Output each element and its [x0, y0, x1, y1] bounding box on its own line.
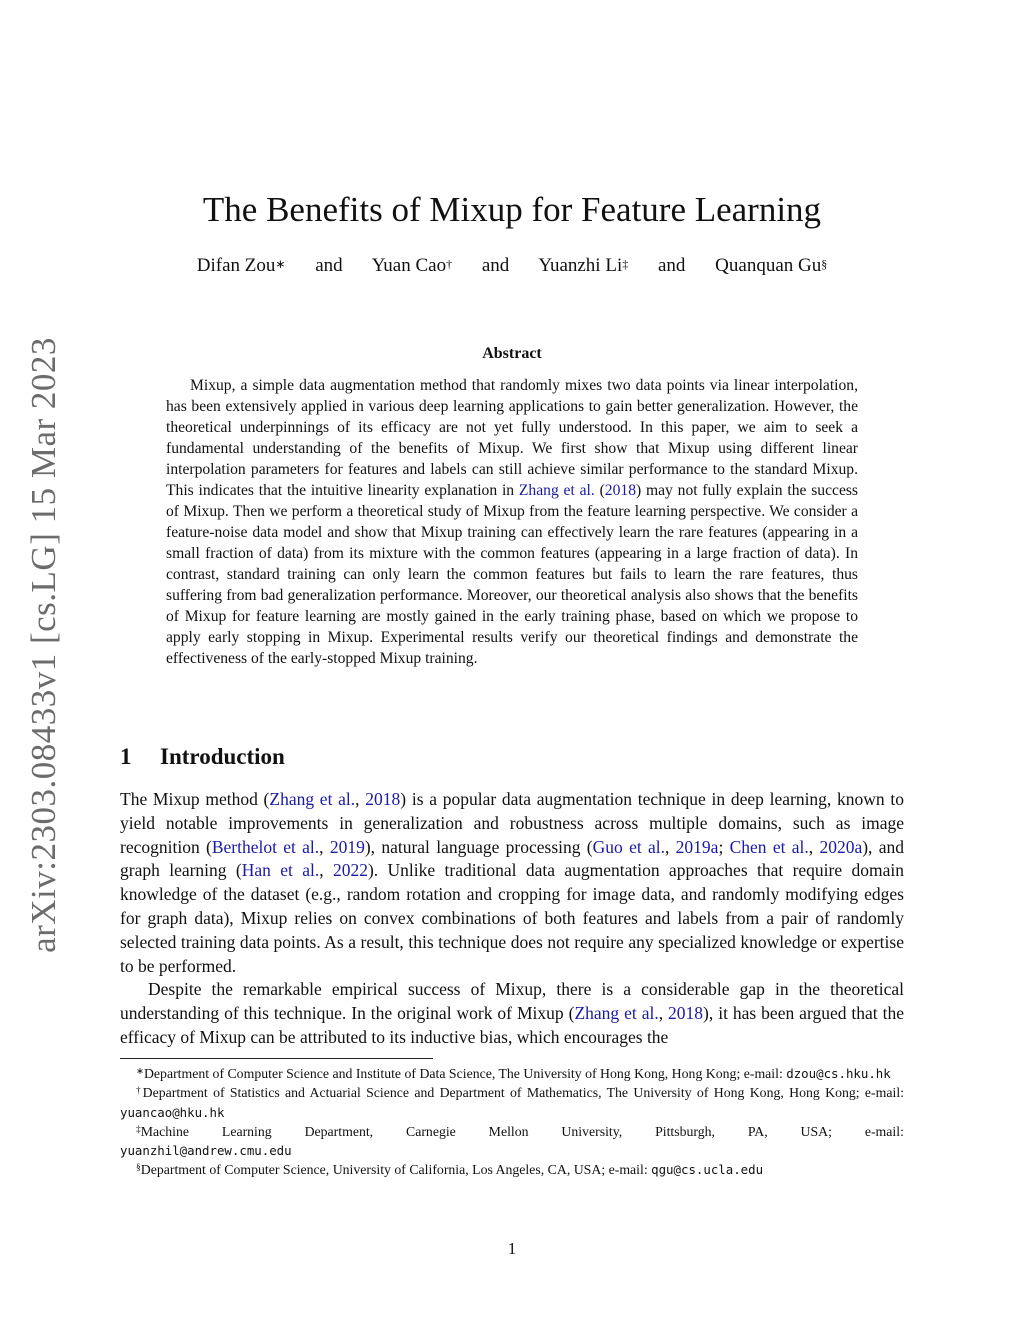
section-heading-introduction — [120, 742, 285, 772]
citation-link[interactable]: Berthelot et al. — [211, 836, 320, 857]
footnote: ‡Machine Learning Department, Carnegie Mellon University, Pittsburgh, PA, USA; e-mail: yuanzhil@andrew.cmu.edu — [120, 1123, 904, 1159]
citation-year-link[interactable]: 2022 — [332, 860, 368, 881]
author-name: Difan Zou∗ — [196, 255, 286, 276]
citation-link[interactable]: Han et al. — [241, 860, 320, 881]
citation-year-link[interactable]: 2018 — [365, 789, 401, 809]
citation-link[interactable]: Zhang et al. — [518, 482, 595, 499]
citation-year-link[interactable]: 2018 — [604, 482, 636, 499]
citation-year-link[interactable]: 2019 — [329, 836, 365, 857]
author-separator: and — [481, 255, 510, 276]
footnote-divider — [120, 1058, 433, 1059]
citation-link[interactable]: Zhang et al. — [574, 1003, 659, 1024]
footnote: §Department of Computer Science, University of California, Los Angeles, CA, USA; e-mail: qgu@cs.ucla.edu — [136, 1162, 764, 1178]
abstract-heading: Abstract — [482, 345, 542, 362]
citation-link[interactable]: Guo et al. — [592, 836, 665, 857]
author-separator: and — [657, 255, 686, 276]
author-footnote-mark[interactable]: § — [821, 257, 828, 271]
citation-year-link[interactable]: 2019a — [675, 836, 719, 857]
paragraph: Despite the remarkable empirical success of Mixup, there is a considerable gap in the theoretical understanding of this technique. In the original work of Mixup (Zhang et al., 2018), it has been argued that the efficacy of Mixup can be attributed to its inductive bias, which encourages the — [120, 979, 905, 1047]
author-name: Yuan Cao† — [371, 255, 453, 276]
citation-link[interactable]: Zhang et al. — [269, 789, 356, 809]
author-footnote-mark[interactable]: ∗ — [275, 257, 286, 271]
citation-link[interactable]: Chen et al. — [729, 836, 809, 857]
citation-year-link[interactable]: 2018 — [668, 1003, 704, 1024]
section-number: 1 — [120, 744, 132, 769]
abstract-text: Mixup, a simple data augmentation method that randomly mixes two data points via linear interpolation, has been extensively applied in various deep learning applications to gain better generalization. However, the theoretical underpinnings of its efficacy are not yet fully understood. In this paper, we aim to seek a fundamental understanding of the benefits of Mixup. We first show that Mixup using different linear interpolation parameters for features and labels can still achieve similar performance to the standard Mixup. This indicates that the intuitive linearity explanation in Zhang et al. (2018) may not fully explain the success of Mixup. Then we perform a theoretical study of Mixup from the feature learning perspective. We consider a feature-noise data model and show that Mixup training can effectively learn the rare features (appearing in a small fraction of data) from its mixture with the common features (appearing in a large fraction of data). In contrast, standard training can only learn the common features but fails to learn the rare features, thus suffering from bad generalization performance. Moreover, our theoretical analysis also shows that the benefits of Mixup for feature learning are mostly gained in the early training phase, based on which we propose to apply early stopping in Mixup. Experimental results verify our theoretical findings and demonstrate the effectiveness of the early-stopped Mixup training. — [166, 377, 859, 667]
paragraph: The Mixup method (Zhang et al., 2018) is a popular data augmentation technique in deep learning, known to yield notable improvements in generalization and robustness across multiple domains, such as image recognition (Berthelot et al., 2019), natural language processing (Guo et al., 2019a; Chen et al., 2020a), and graph learning (Han et al., 2022). Unlike traditional data augmentation approaches that require domain knowledge of the dataset (e.g., random rotation and cropping for image data, and randomly modifying edges for graph data), Mixup relies on convex combinations of both features and labels from a pair of randomly selected training data points. As a result, this technique does not require any specialized knowledge or expertise to be performed. — [120, 789, 905, 976]
email-address[interactable]: qgu@cs.ucla.edu — [651, 1162, 764, 1178]
paper-title: The Benefits of Mixup for Feature Learning — [202, 190, 822, 229]
footnote: ∗Department of Computer Science and Institute of Data Science, The University of Hong Kong, Hong Kong; e-mail: dzou@cs.hku.hk — [136, 1066, 891, 1081]
author-footnote-mark[interactable]: † — [446, 257, 453, 271]
page-number: 1 — [507, 1239, 517, 1258]
author-name: Yuanzhi Li‡ — [538, 255, 629, 276]
author-name: Quanquan Gu§ — [715, 255, 828, 276]
email-address[interactable]: yuanzhil@andrew.cmu.edu — [120, 1143, 292, 1159]
author-separator: and — [315, 255, 343, 276]
arxiv-identifier[interactable]: arXiv:2303.08433v1 [cs.LG] 15 Mar 2023 — [24, 337, 63, 953]
footnote: †Department of Statistics and Actuarial Science and Department of Mathematics, The University of Hong Kong, Hong Kong; e-mail: yuancao@hku.hk — [120, 1085, 904, 1120]
author-footnote-mark[interactable]: ‡ — [622, 257, 629, 271]
author-list — [0, 254, 1024, 278]
email-address[interactable]: yuancao@hku.hk — [120, 1104, 225, 1120]
email-address[interactable]: dzou@cs.hku.hk — [786, 1066, 891, 1081]
footnotes — [120, 1064, 904, 1180]
citation-year-link[interactable]: 2020a — [819, 836, 863, 857]
introduction-body — [120, 788, 904, 1050]
section-title: Introduction — [160, 744, 285, 769]
